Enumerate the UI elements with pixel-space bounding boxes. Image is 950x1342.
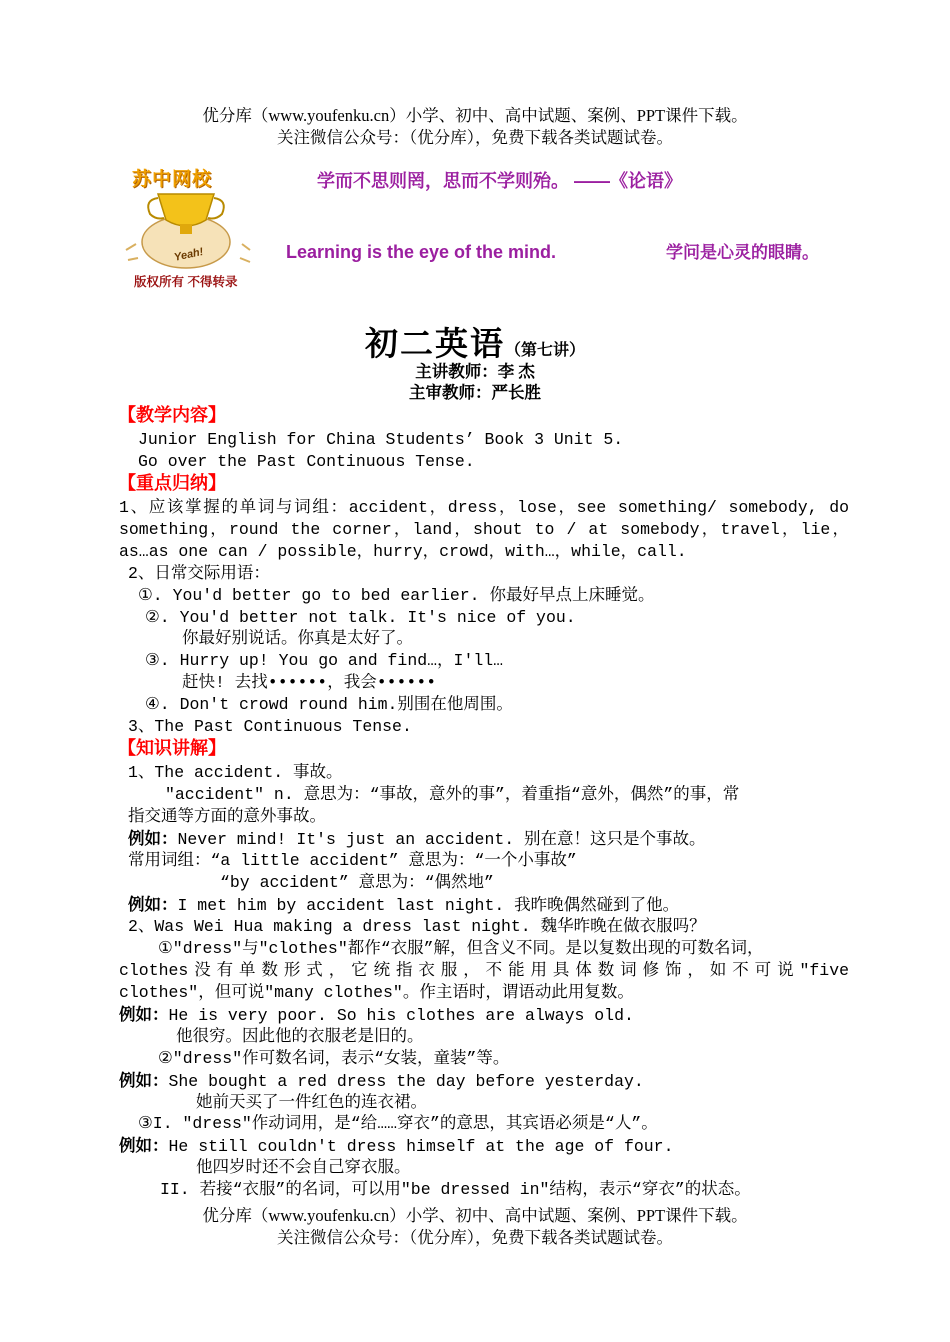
example-label: 例如： [119,1136,169,1155]
section-heading-teaching-content: 【教学内容】 [118,405,226,425]
content-line: “by accident” 意思为：“偶然地” [220,873,494,892]
header-line-2: 关注微信公众号：（优分库），免费下载各类试题试卷。 [277,128,673,147]
title-lecture: （第七讲） [504,342,585,359]
section-heading-knowledge: 【知识讲解】 [118,738,226,758]
example-text: He still couldn't dress himself at the age of four. [168,1137,674,1156]
example-line [119,1070,644,1092]
content-line: 1、应该掌握的单词与词组：accident，dress，lose，see something/ somebody, do [119,498,849,517]
svg-text:Yeah!: Yeah! [173,245,205,264]
content-line: 她前天买了一件红色的连衣裙。 [196,1093,427,1112]
content-line: II. 若接“衣服”的名词，可以用"be dressed in"结构，表示“穿衣”的状态。 [160,1180,751,1199]
content-line: ①"dress"与"clothes"都作“衣服”解，但含义不同。是以复数出现的可数名词， [158,939,764,958]
content-line: ③I. "dress"作动词用，是“给……穿衣”的意思，其宾语必须是“人”。 [138,1114,658,1133]
english-quote: Learning is the eye of the mind. [286,242,557,262]
section-heading-key-points: 【重点归纳】 [118,473,226,493]
trophy-icon [118,180,258,280]
example-text: I met him by accident last night. 我昨晚偶然碰到了他。 [177,896,680,915]
logo-copyright: 版权所有 不得转录 [134,275,238,289]
example-label: 例如： [119,1005,169,1024]
content-line: Junior English for China Students’ Book 3 Unit 5. [138,430,624,449]
school-logo [118,160,258,290]
content-line: 他四岁时还不会自己穿衣服。 [196,1158,411,1177]
content-line: something，round the corner，land，shout to / at somebody，travel，lie， [119,520,849,539]
example-line [119,1004,634,1026]
content-line: 2、日常交际用语： [128,564,270,583]
example-text: He is very poor. So his clothes are always old. [168,1006,634,1025]
example-label: 例如： [119,1071,169,1090]
review-teacher: 主审教师：严长胜 [409,383,541,402]
content-line: 赶快! 去找••••••，我会•••••• [182,673,437,692]
example-text: She bought a red dress the day before yesterday. [168,1072,644,1091]
content-line: 指交通等方面的意外事故。 [128,807,326,826]
content-line: ①. You'd better go to bed earlier. 你最好早点上床睡觉。 [138,586,655,605]
content-line: 他很穷。因此他的衣服老是旧的。 [176,1027,424,1046]
content-line: 3、The Past Continuous Tense. [128,717,412,736]
content-line: Go over the Past Continuous Tense. [138,452,475,471]
english-quote-translation: 学问是心灵的眼睛。 [666,243,819,262]
content-line: "accident" n. 意思为：“事故，意外的事”，着重指“意外，偶然”的事，常 [165,785,740,804]
example-line [119,1135,673,1157]
content-line: ②. You'd better not talk. It's nice of you. [145,608,576,627]
footer-line-1: 优分库（www.youfenku.cn）小学、初中、高中试题、案例、PPT课件下载。 [202,1206,748,1225]
content-line: 常用词组：“a little accident” 意思为：“一个小事故” [128,851,577,870]
logo-school-name: 苏中网校 [132,169,213,190]
chinese-quote: 学而不思则罔，思而不学则殆。 ——《论语》 [317,171,682,191]
content-line: 你最好别说话。你真是太好了。 [182,629,413,648]
content-line: ④. Don't crowd round him.别围在他周围。 [145,695,513,714]
example-label: 例如： [128,895,178,914]
content-line: ②"dress"作可数名词，表示“女装，童装”等。 [158,1049,510,1068]
example-line [128,894,679,916]
title-main: 初二英语 [364,327,505,363]
footer-line-2: 关注微信公众号：（优分库），免费下载各类试题试卷。 [277,1228,673,1247]
content-line: clothes"，但可说"many clothes"。作主语时，谓语动此用复数。 [119,983,634,1002]
content-line: as…as one can / possible，hurry，crowd，with…，while，call. [119,542,687,561]
example-label: 例如： [128,829,178,848]
header-line-1: 优分库（www.youfenku.cn）小学、初中、高中试题、案例、PPT课件下载。 [202,106,748,125]
page-title [0,318,950,365]
content-line: 1、The accident. 事故。 [128,763,343,782]
lead-teacher: 主讲教师：李 杰 [415,362,535,381]
content-line: clothes没有单数形式，它统指衣服，不能用具体数词修饰，如不可说"five [119,961,849,980]
content-line: 2、Was Wei Hua making a dress last night. 魏华昨晚在做衣服吗？ [128,917,706,936]
example-line [128,828,706,850]
example-text: Never mind! It's just an accident. 别在意！这只是个事故。 [177,830,706,849]
content-line: ③. Hurry up! You go and find…，I'll… [145,651,504,670]
